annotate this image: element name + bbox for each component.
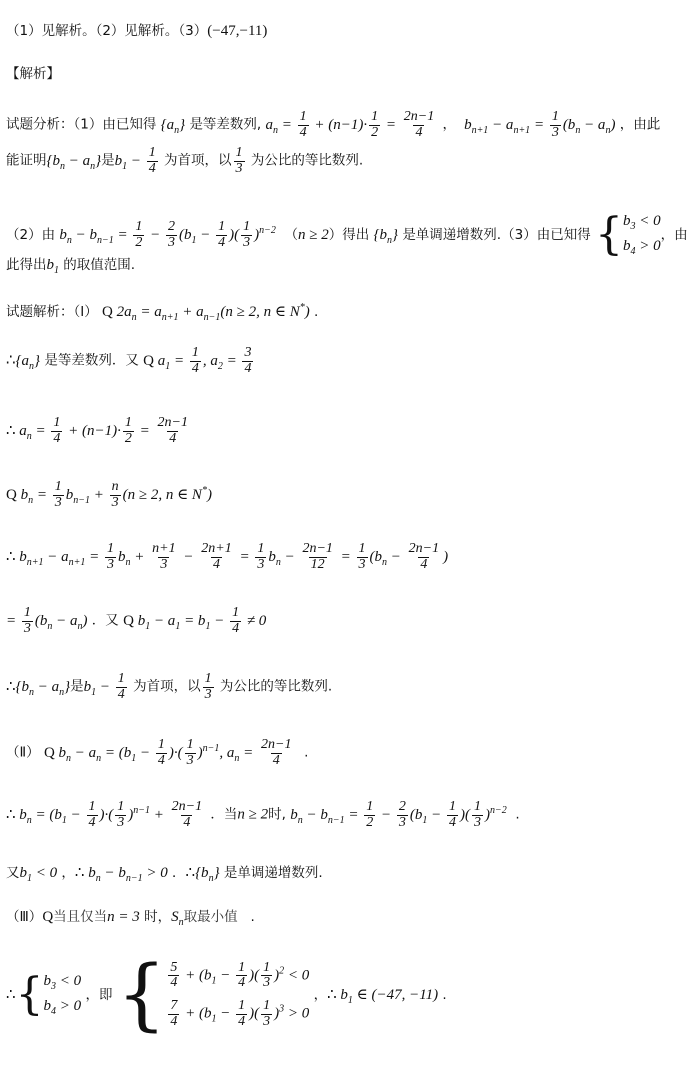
text: 取最小值 [183, 909, 238, 925]
text: 是 [70, 678, 84, 695]
text: ）得出 [328, 227, 370, 243]
therefore-symbol: ∴ [6, 987, 16, 1003]
answer-text: （1）见解析。（2）见解析。（3） [6, 23, 208, 39]
text: ，即 [85, 987, 113, 1003]
formula: = $\frac{1}{3}$ $(b_n - a_n)$ [6, 605, 88, 636]
solution-line-10 [6, 864, 323, 885]
text: ， [61, 865, 75, 881]
text: 时， [144, 909, 172, 925]
formula: Q $a_1$ = $\frac{1}{4}$ , $a_2$ = $\frac{3}{4}$ [143, 345, 252, 376]
text: ， [313, 987, 328, 1003]
formula: ∴ $b_{n+1} - a_{n+1}$ = $\frac{1}{3}$ $b_n$ + $\frac{n+1}{3}$ − $\frac{2n+1}{4}$ = $\frac{1}{3}$ $b_n$ − $\frac{2n-1}{12}$ = $\frac{1}{3}$ ($b_n$ − $\frac{2n-1}{4}$ ) [6, 541, 449, 572]
solution-line-1 [6, 302, 318, 324]
formula: $b_1$ − $\frac{1}{4}$ [83, 671, 125, 702]
analysis-line-1 [6, 110, 660, 140]
because-symbol: Q [42, 909, 54, 925]
text: 是等差数列．又 [44, 352, 139, 369]
solution-line-9 [6, 800, 520, 830]
answer-summary [6, 22, 267, 40]
solution-line-6 [6, 606, 266, 636]
text: 为公比的等比数列. [250, 152, 364, 169]
text: 当且仅当 [53, 909, 108, 925]
formula: $a_n$ = $\frac{1}{4}$ + (n−1)· $\frac{1}{2}$ = $\frac{2n-1}{4}$ [265, 109, 435, 140]
formula: $b_1 < 0$ [19, 865, 58, 884]
formula: $\{b_n - a_n\}$ [46, 152, 102, 172]
formula: $b_n - b_{n-1}$ = $\frac{1}{2}$ − $\frac{2}{3}$ ($b_1$ − $\frac{1}{4}$ )( $\frac{1}{3}$ )$^{n-2}$ [290, 799, 507, 830]
answer-range: (−47,−11) [207, 23, 268, 39]
formula: ∴ $b_n - b_{n-1} > 0$ [74, 865, 168, 884]
solution-line-3 [6, 416, 192, 446]
text: 为公比的等比数列. [219, 678, 333, 695]
text: 是单调递增数列. [223, 865, 323, 881]
condition: n ≥ 2 [297, 227, 329, 243]
text: . [304, 744, 309, 761]
text: . [442, 987, 447, 1003]
text: . [314, 304, 319, 320]
solution-line-2 [6, 346, 255, 376]
formula: ∴ $b_n = (b_1$ − $\frac{1}{4}$ )·( $\frac{1}{3}$ )$^{n-1}$ + $\frac{2n-1}{4}$ [6, 799, 203, 830]
formula: $\frac{1}{3}$ [204, 671, 212, 702]
text: ， [442, 116, 457, 133]
formula: ∴ $a_n$ = $\frac{1}{4}$ + (n−1)· $\frac{1}{2}$ = $\frac{2n-1}{4}$ [6, 415, 188, 446]
formula: $\frac{1}{3}$ [235, 145, 243, 176]
formula: $b_{n+1} - a_{n+1}$ = $\frac{1}{3}$ $(b_n - a_n)$ [460, 109, 616, 140]
formula: Q $b_n - a_n = (b_1$ − $\frac{1}{4}$ )·( $\frac{1}{3}$ )$^{n-1}$, $a_n$ = $\frac{2n-1}{4}$ [43, 737, 292, 768]
analysis-heading-text: 【解析】 [6, 66, 60, 82]
text: 试题解析：（Ⅰ） [6, 304, 98, 320]
formula: ∴ $b_1$ ∈ (−47, −11) [327, 987, 439, 1006]
solution-line-12 [6, 950, 447, 1040]
formula: $\{a_n\}$ [160, 116, 186, 136]
solution-line-5 [6, 542, 448, 572]
text: （2）由 [6, 227, 56, 243]
formula: n ≥ 2 [237, 806, 269, 823]
text: 是等差数列, [189, 116, 262, 133]
text: ，由此 [619, 116, 661, 133]
formula: $b_1$ − $\frac{1}{4}$ [114, 145, 156, 176]
formula: $b_1$ [46, 257, 59, 276]
analysis-heading [6, 66, 60, 82]
text: 为首项，以 [133, 678, 201, 695]
analysis-line-2 [6, 146, 363, 176]
text: 是单调递增数列.（3）由已知得 [402, 227, 591, 243]
text: 能证明 [6, 152, 47, 169]
formula: $S_n$ [171, 909, 184, 928]
formula: $\{b_n\}$ [373, 227, 399, 246]
solution-line-4 [6, 480, 212, 510]
therefore-symbol: ∴ [6, 352, 16, 369]
formula: Q $b_n$ = $\frac{1}{3}$ $b_{n-1}$ + $\frac{n}{3}$ (n ≥ 2, n ∈ N*) [6, 479, 212, 510]
formula: Q $2a_n = a_{n+1} + a_{n-1}(n \ge 2$, n ∈ N*) [102, 302, 310, 323]
text: ．当 [210, 806, 238, 823]
formula: $b_n - b_{n-1}$ = $\frac{1}{2}$ − $\frac{2}{3}$ ($b_1$ − $\frac{1}{4}$ )( $\frac{1}{3}$ )$^{n-2}$ [59, 219, 276, 251]
text: 为首项，以 [164, 152, 232, 169]
text: （ [284, 227, 298, 243]
formula: $\{a_n\}$ [15, 352, 41, 372]
text: ． [172, 865, 186, 881]
system-brace: { $\frac{5}{4}$ + ($b_1$ − $\frac{1}{4}$ )( $\frac{1}{3}$ )$^2$ < 0 $\frac{7}{4}$ + ($b_1$ − $\frac{1}{4}$ )( $\frac{1}{3}$ )$^3$ > 0 [116, 950, 310, 1040]
text: 此得出 [6, 257, 47, 273]
text: 试题分析：（1）由已知得 [6, 116, 157, 133]
formula: n = 3 [107, 909, 140, 925]
text: 的取值范围. [63, 257, 136, 273]
text: 是 [101, 152, 115, 169]
analysis-line-4 [6, 256, 135, 277]
text: （Ⅱ） [6, 744, 40, 761]
text: ，由 [660, 227, 688, 243]
solution-line-11 [6, 908, 255, 929]
text: ．又 [91, 612, 119, 629]
text: 时, [268, 806, 286, 823]
text: . [250, 909, 255, 925]
solution-line-7 [6, 672, 332, 702]
text: 又 [6, 865, 20, 881]
formula: Q $b_1 - a_1 = b_1$ − $\frac{1}{4}$ ≠ 0 [123, 605, 267, 636]
system-brace: { $b_3 < 0$ $b_4 > 0$ [15, 969, 82, 1020]
formula: $\therefore\{b_n - a_n\}$ [6, 678, 71, 698]
analysis-line-3 [6, 209, 688, 260]
text: . [515, 806, 520, 823]
solution-line-8 [6, 738, 308, 768]
text: （Ⅲ） [6, 909, 43, 925]
formula: $\therefore\{b_n\}$ [185, 865, 220, 884]
system-brace: { $b_3 < 0$ $b_4 > 0$ [595, 209, 661, 260]
